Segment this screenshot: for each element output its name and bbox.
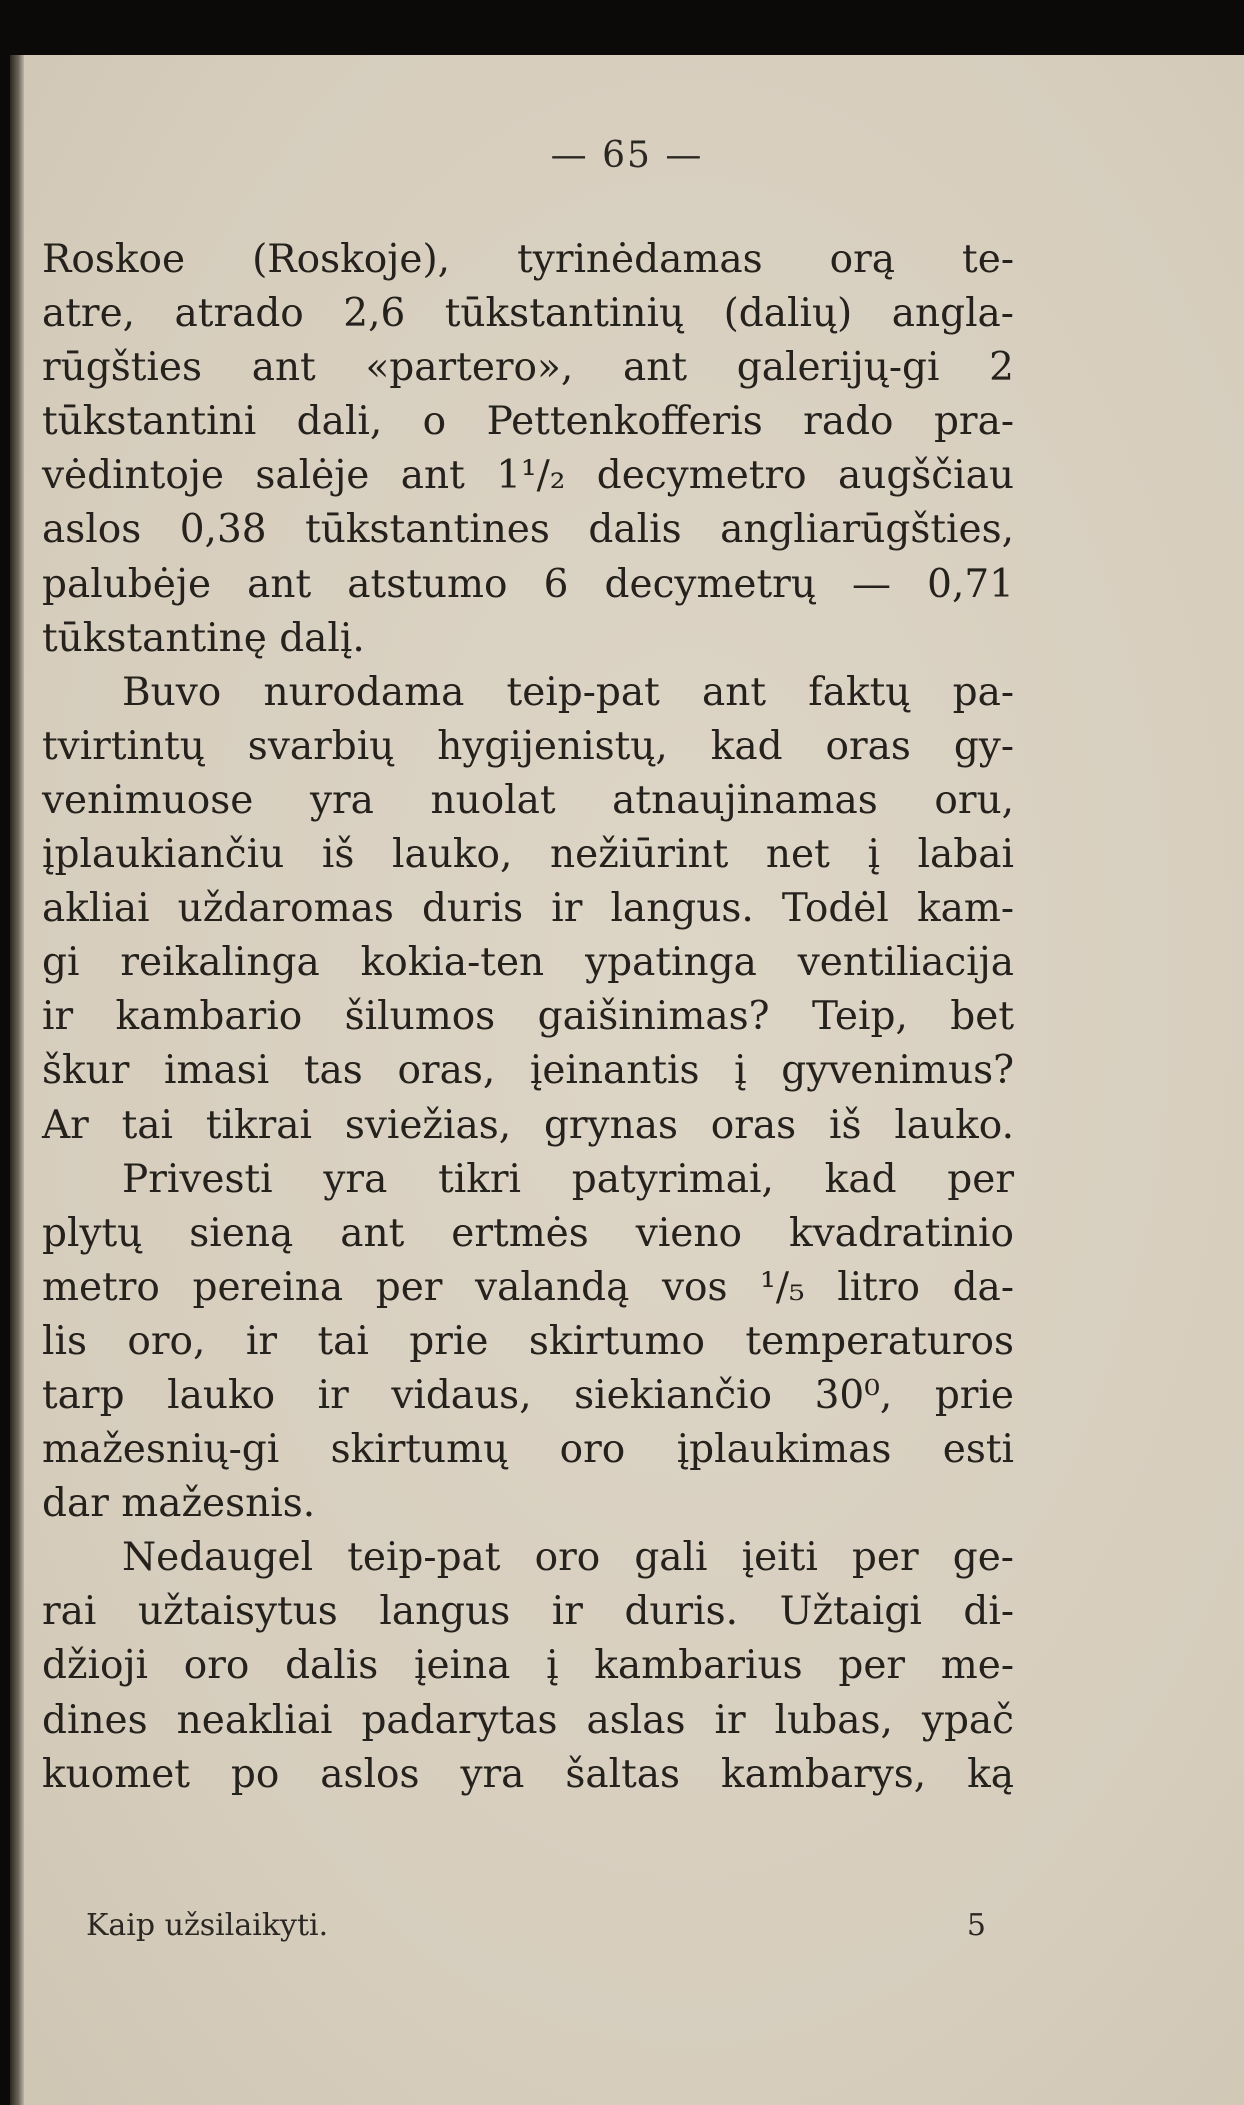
text-line: kuomet po aslos yra šaltas kambarys, ką bbox=[42, 1751, 1014, 1797]
text-line: Nedaugel teip-pat oro gali įeiti per ge- bbox=[122, 1535, 1014, 1581]
text-line: rai užtaisytus langus ir duris. Užtaigi di- bbox=[42, 1589, 1014, 1635]
text-line: metro pereina per valandą vos ¹/₅ litro da- bbox=[42, 1264, 1014, 1310]
text-line: džioji oro dalis įeina į kambarius per me- bbox=[42, 1643, 1014, 1689]
page-number: — 65 — bbox=[550, 135, 704, 176]
text-line: vėdintoje salėje ant 1¹/₂ decymetro augščiau bbox=[42, 453, 1014, 499]
signature-title: Kaip užsilaikyti. bbox=[86, 1908, 329, 1943]
signature-mark: 5 bbox=[966, 1908, 986, 1943]
text-line: tvirtintų svarbių hygijenistų, kad oras gy- bbox=[42, 723, 1014, 769]
text-line: rūgšties ant «partero», ant galerijų-gi 2 bbox=[42, 345, 1014, 391]
text-line: tūkstantini dali, o Pettenkofferis rado pra- bbox=[42, 399, 1014, 445]
text-line: lis oro, ir tai prie skirtumo temperaturos bbox=[42, 1318, 1014, 1364]
text-line: akliai uždaromas duris ir langus. Todėl kam- bbox=[42, 886, 1014, 932]
text-line: dines neakliai padarytas aslas ir lubas, ypač bbox=[42, 1697, 1014, 1743]
book-page bbox=[10, 55, 1244, 2105]
text-line: aslos 0,38 tūkstantines dalis angliarūgšties, bbox=[42, 507, 1014, 553]
text-line: tarp lauko ir vidaus, siekiančio 30⁰, prie bbox=[42, 1372, 1014, 1418]
text-line: Privesti yra tikri patyrimai, kad per bbox=[122, 1156, 1014, 1202]
text-line: palubėje ant atstumo 6 decymetrų — 0,71 bbox=[42, 561, 1014, 607]
text-line: Roskoe (Roskoje), tyrinėdamas orą te- bbox=[42, 237, 1014, 282]
text-line: mažesnių-gi skirtumų oro įplaukimas esti bbox=[42, 1427, 1014, 1473]
text-line: Ar tai tikrai sviežias, grynas oras iš lauko. bbox=[42, 1102, 1014, 1148]
page-spine-edge bbox=[10, 55, 24, 2105]
text-line: įplaukiančiu iš lauko, nežiūrint net į labai bbox=[42, 832, 1014, 878]
text-line: škur imasi tas oras, įeinantis į gyvenimus? bbox=[42, 1048, 1014, 1094]
text-line: Buvo nurodama teip-pat ant faktų pa- bbox=[122, 669, 1014, 715]
body-text bbox=[42, 233, 1014, 1802]
text-line: dar mažesnis. bbox=[42, 1481, 316, 1527]
text-line: plytų sieną ant ertmės vieno kvadratinio bbox=[42, 1210, 1014, 1256]
text-line: tūkstantinę dalį. bbox=[42, 615, 365, 661]
text-line: gi reikalinga kokia-ten ypatinga ventiliacija bbox=[42, 940, 1014, 986]
text-line: venimuose yra nuolat atnaujinamas oru, bbox=[42, 777, 1014, 823]
text-line: ir kambario šilumos gaišinimas? Teip, bet bbox=[42, 994, 1014, 1040]
text-line: atre, atrado 2,6 tūkstantinių (dalių) angla- bbox=[42, 291, 1014, 337]
